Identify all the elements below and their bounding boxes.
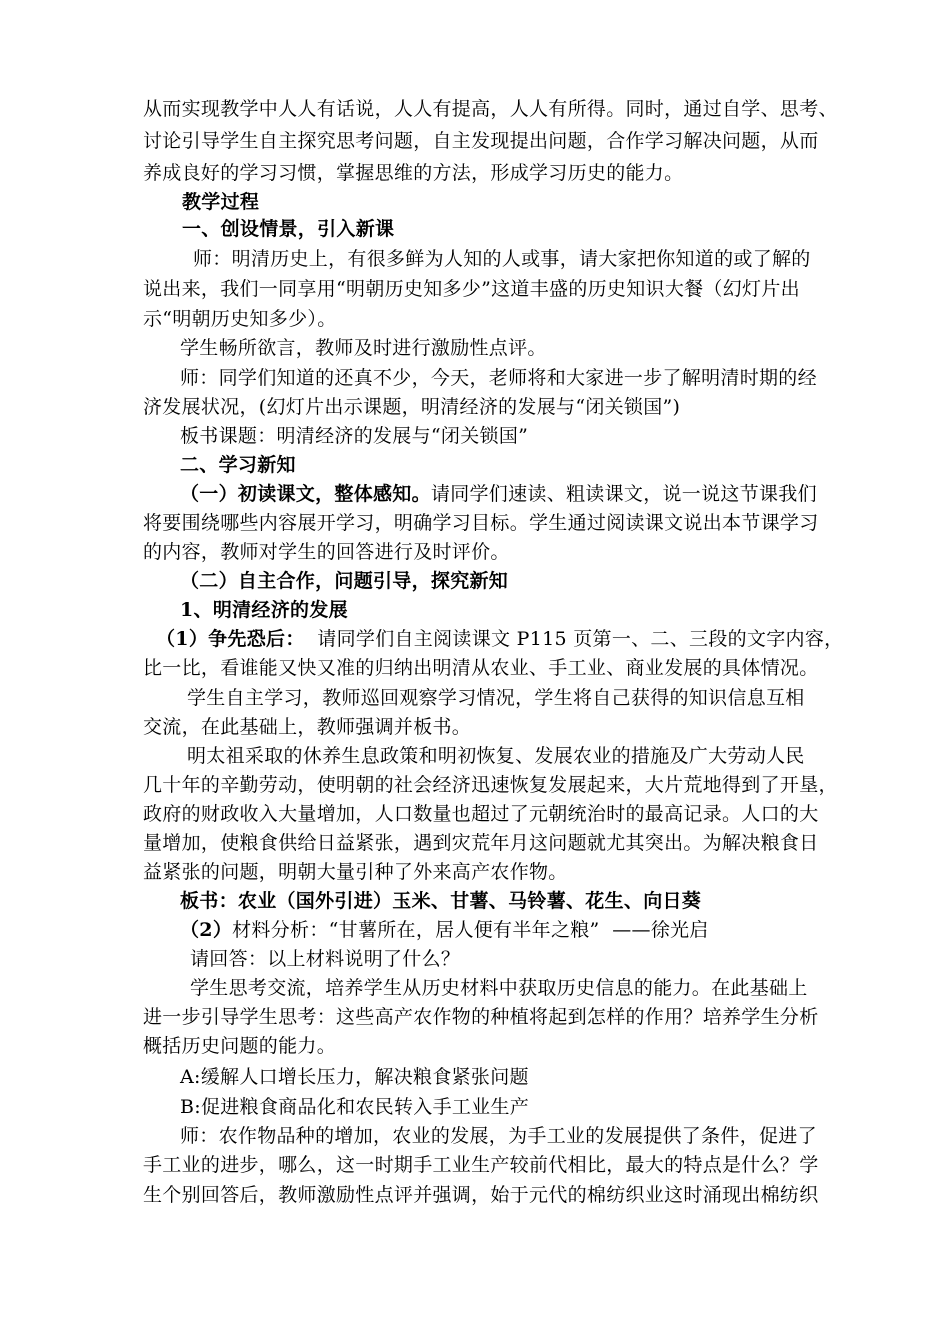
answer-option: B:促进粮食商品化和农民转入手工业生产: [180, 1096, 530, 1118]
section-heading: 教学过程: [182, 191, 260, 213]
paragraph-line: 手工业的进步，哪么，这一时期手工业生产较前代相比，最大的特点是什么？学: [143, 1154, 819, 1176]
paragraph-line: 几十年的辛勤劳动，使明朝的社会经济迅速恢复发展起来，大片荒地得到了开垦，: [143, 774, 838, 796]
paragraph-line: 师：明清历史上，有很多鲜为人知的人或事，请大家把你知道的或了解的: [193, 248, 811, 270]
paragraph-line: 明太祖采取的休养生息政策和明初恢复、发展农业的措施及广大劳动人民: [187, 745, 805, 767]
paragraph-line: [180, 916, 709, 944]
paragraph-line: 学生畅所欲言，教师及时进行激励性点评。: [180, 337, 547, 359]
paragraph-line: 的内容，教师对学生的回答进行及时评价。: [143, 541, 510, 563]
paragraph-line: 示“明朝历史知多少）。: [143, 308, 337, 330]
blackboard-note: 板书：农业（国外引进）玉米、甘薯、马铃薯、花生、向日葵: [180, 890, 702, 912]
inline-heading: （1）争先恐后：: [156, 628, 305, 650]
paragraph-line: 学生自主学习，教师巡回观察学习情况，学生将自己获得的知识信息互相: [187, 687, 805, 709]
paragraph-line: 济发展状况，(幻灯片出示课题，明清经济的发展与“闭关锁国”): [143, 396, 681, 418]
paragraph-line: 学生思考交流，培养学生从历史材料中获取历史信息的能力。在此基础上: [190, 977, 808, 999]
paragraph-line: 请回答：以上材料说明了什么？: [190, 948, 461, 970]
inline-text: 材料分析：“甘薯所在，居人便有半年之粮” ——徐光启: [232, 919, 709, 941]
paragraph-line: 师：农作物品种的增加，农业的发展，为手工业的发展提供了条件，促进了: [180, 1125, 817, 1147]
paragraph-line: [180, 480, 817, 508]
paragraph-line: 量增加，使粮食供给日益紧张，遇到灾荒年月这问题就尤其突出。为解决粮食日: [143, 832, 819, 854]
paragraph-line: 从而实现教学中人人有话说，人人有提高，人人有所得。同时，通过自学、思考、: [143, 98, 838, 120]
paragraph-line: 讨论引导学生自主探究思考问题，自主发现提出问题，合作学习解决问题，从而: [143, 130, 819, 152]
section-heading: 1、明清经济的发展: [180, 599, 348, 621]
paragraph-line: 益紧张的问题，明朝大量引种了外来高产农作物。: [143, 861, 568, 883]
paragraph-line: 生个别回答后，教师激励性点评并强调，始于元代的棉纺织业这时涌现出棉纺织: [143, 1184, 819, 1206]
paragraph-line: [180, 887, 701, 915]
inline-heading: （一）初读课文，整体感知。: [180, 483, 431, 505]
paragraph-line: 师：同学们知道的还真不少，今天，老师将和大家进一步了解明清时期的经: [180, 367, 817, 389]
paragraph-line: 板书课题：明清经济的发展与“闭关锁国”: [180, 425, 529, 447]
paragraph-line: 交流，在此基础上，教师强调并板书。: [143, 716, 472, 738]
section-heading: 二、学习新知: [180, 454, 296, 476]
paragraph-line: 概括历史问题的能力。: [143, 1035, 337, 1057]
section-heading: （二）自主合作，问题引导，探究新知: [180, 570, 509, 592]
paragraph-line: 养成良好的学习习惯，掌握思维的方法，形成学习历史的能力。: [143, 162, 684, 184]
section-heading: 一、创设情景，引入新课: [182, 218, 395, 240]
answer-option: A:缓解人口增长压力，解决粮食紧张问题: [180, 1066, 529, 1088]
paragraph-line: 说出来，我们一同享用“明朝历史知多少”这道丰盛的历史知识大餐（幻灯片出: [143, 278, 800, 300]
inline-text: 请同学们速读、粗读课文，说一说这节课我们: [430, 483, 817, 505]
paragraph-line: [156, 625, 843, 653]
paragraph-line: 进一步引导学生思考：这些高产农作物的种植将起到怎样的作用？培养学生分析: [143, 1006, 819, 1028]
paragraph-line: 政府的财政收入大量增加，人口数量也超过了元朝统治时的最高记录。人口的大: [143, 803, 819, 825]
paragraph-line: 比一比，看谁能又快又准的归纳出明清从农业、手工业、商业发展的具体情况。: [143, 657, 819, 679]
paragraph-line: 将要围绕哪些内容展开学习，明确学习目标。学生通过阅读课文说出本节课学习: [143, 512, 819, 534]
inline-text: 请同学们自主阅读课文 P115 页第一、二、三段的文字内容，: [304, 628, 844, 650]
inline-heading: （2）: [180, 919, 233, 941]
